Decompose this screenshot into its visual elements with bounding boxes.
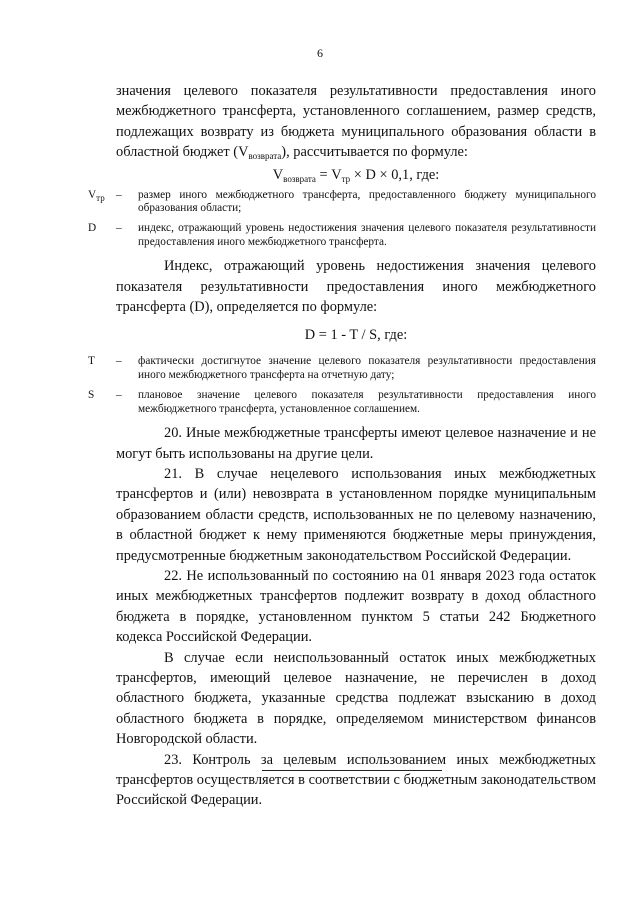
paragraph-22: 22. Не использованный по состоянию на 01 января 2023 года остаток иных межбюджетных трансфертов подлежит возврату в доход областного бюджета в порядке, установленном пунктом 5 статьи 242 Бюджетного кодекса Российской Федерации. [116,567,596,646]
definition-symbol: D [88,222,97,235]
formula-v-vozvrata: $V_{возврата} = V_{тр} \times D \times 0,1$, где: [272,166,440,184]
definition-symbol: $V_{тр}$ [88,188,105,203]
definition-vtr: $V_{тр}$ – размер иного межбюджетного трансферта, предоставленного бюджету муниципального образования области; [88,188,596,215]
definitions-list-2 [88,355,596,416]
paragraph-23: 23. Контроль за целевым использованием иных межбюджетных трансфертов осуществляется в соответствии с бюджетным законодательством Российской Федерации. [116,751,596,809]
definition-text: плановое значение целевого показателя результативности предоставления иного межбюджетного трансферта, установленное соглашением. [138,389,596,415]
subscript-vozvrata: возврата [248,151,282,162]
closing-rule [262,770,442,771]
definition-text: индекс, отражающий уровень недостижения значения целевого показателя результативности предоставления иного межбюджетного трансферта. [138,222,596,248]
definition-text: размер иного межбюджетного трансферта, предоставленного бюджету муниципального образования области; [138,188,596,215]
paragraph-index: Индекс, отражающий уровень недостижения значения целевого показателя результативности предоставления иного межбюджетного трансферта (D), определяется по формуле: [116,258,596,316]
definition-t: T – фактически достигнутое значение целевого показателя результативности предоставления иного межбюджетного трансферта на отчетную дату; [88,355,596,381]
formula-d: D = 1 - T / S, где: [304,327,408,344]
definition-text: фактически достигнутое значение целевого показателя результативности предоставления иного межбюджетного трансферта на отчетную дату; [138,355,596,381]
definition-symbol: S [88,389,95,402]
page-number: 6 [317,46,323,60]
definitions-list-1 [0,189,596,250]
paragraph-20: 20. Иные межбюджетные трансферты имеют целевое назначение и не могут быть использованы на другие цели. [116,425,596,462]
paragraph-21: 21. В случае нецелевого использования иных межбюджетных трансфертов и (или) невозврата в установленном порядке муниципальным образованием области средств, использованных не по целевому назначению, в областной бюджет к нему применяются бюджетные меры принуждения, предусмотренные бюджетным законодательством Российской Федерации. [116,465,596,564]
paragraph-22-continued: В случае если неиспользованный остаток иных межбюджетных трансфертов, имеющий целевое назначение, не перечислен в доход областного бюджета, указанные средства подлежат взысканию в доход областного бюджета в порядке, определяемом министерством финансов Новгородской области. [116,649,596,748]
definition-s: S – плановое значение целевого показателя результативности предоставления иного межбюджетного трансферта, установленное соглашением. [88,389,596,415]
document-body [88,81,596,811]
definition-symbol: T [88,355,95,368]
paragraph-intro: значения целевого показателя результативности предоставления иного межбюджетного трансферта, установленного соглашением, размер средств, подлежащих возврату из бюджета муниципального образования области в областной бюджет $(V_{возврата})$, рассчитывается по формуле: [116,83,596,162]
definition-d: D – индекс, отражающий уровень недостижения значения целевого показателя результативности предоставления иного межбюджетного трансферта. [88,222,596,248]
